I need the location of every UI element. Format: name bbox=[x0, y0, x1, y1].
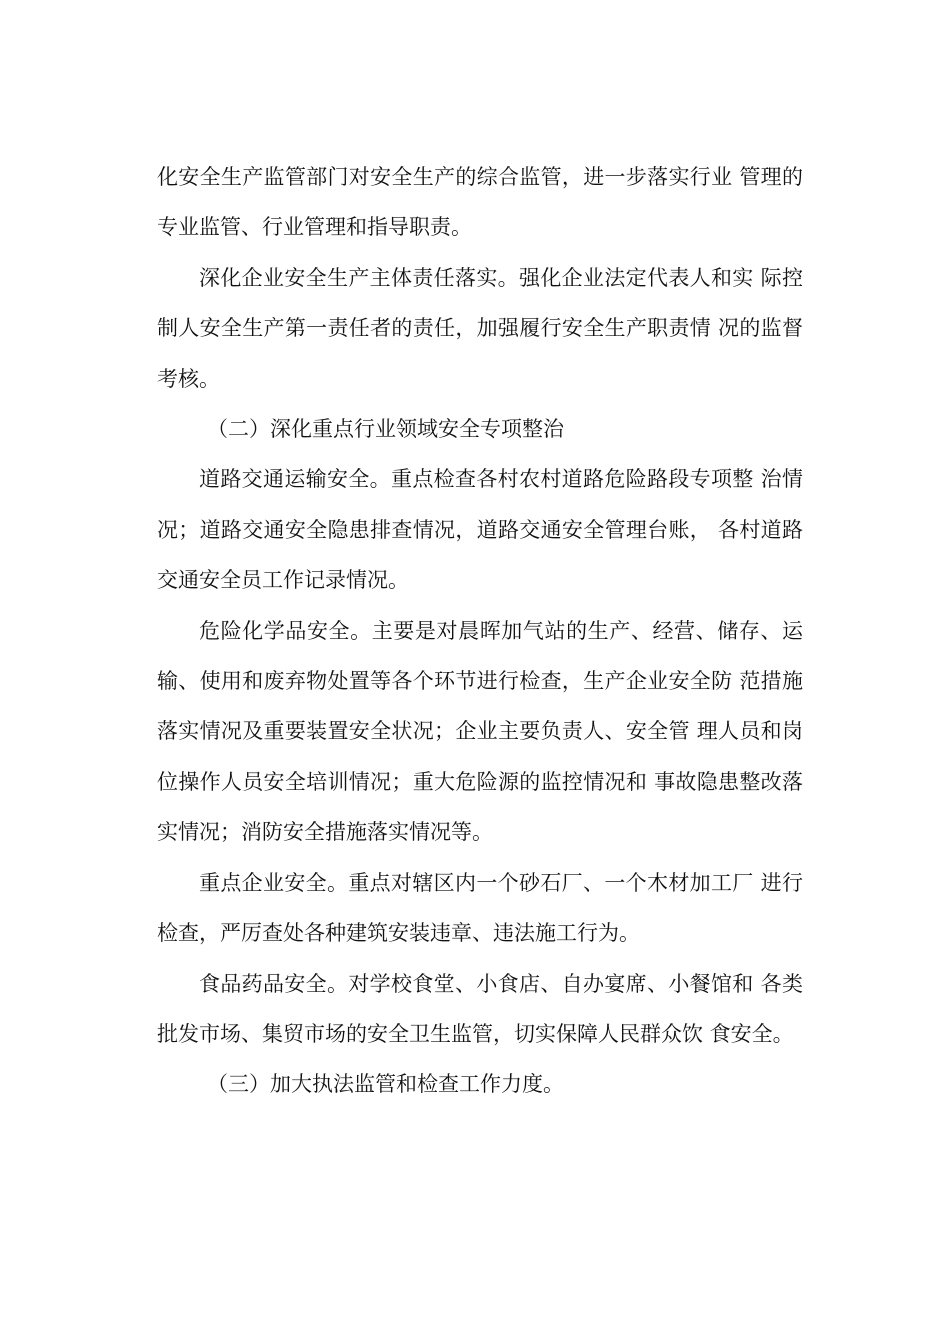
section-heading-3: （三）加大执法监管和检查工作力度。 bbox=[207, 1072, 564, 1097]
paragraph-enterprise-responsibility: 深化企业安全生产主体责任落实。强化企业法定代表人和实 际控制人安全生产第一责任者的责任，加强履行安全生产职责情 况的监督考核。 bbox=[157, 265, 803, 391]
paragraph-key-enterprises: 重点企业安全。重点对辖区内一个砂石厂、一个木材加工厂 进行检查，严厉查处各种建筑安装违章、违法施工行为。 bbox=[157, 870, 803, 946]
paragraph-road-traffic: 道路交通运输安全。重点检查各村农村道路危险路段专项整 治情况；道路交通安全隐患排查情况，道路交通安全管理台账， 各村道路交通安全员工作记录情况。 bbox=[157, 467, 803, 593]
document-body bbox=[157, 152, 803, 1110]
paragraph-hazardous-chemicals: 危险化学品安全。主要是对晨晖加气站的生产、经营、储存、运输、使用和废弃物处置等各个环节进行检查，生产企业安全防 范措施落实情况及重要装置安全状况；企业主要负责人、安全管 理人员和岗位操作人员安全培训情况；重大危险源的监控情况和 事故隐患整改落实情况；消防安全措施落实情况等。 bbox=[157, 618, 803, 845]
paragraph-food-drug: 食品药品安全。对学校食堂、小食店、自办宴席、小餐馆和 各类批发市场、集贸市场的安全卫生监管，切实保障人民群众饮 食安全。 bbox=[157, 971, 803, 1046]
section-heading-2: （二）深化重点行业领域安全专项整治 bbox=[207, 417, 564, 442]
paragraph-continuation: 化安全生产监管部门对安全生产的综合监管，进一步落实行业 管理的专业监管、行业管理和指导职责。 bbox=[157, 165, 803, 240]
